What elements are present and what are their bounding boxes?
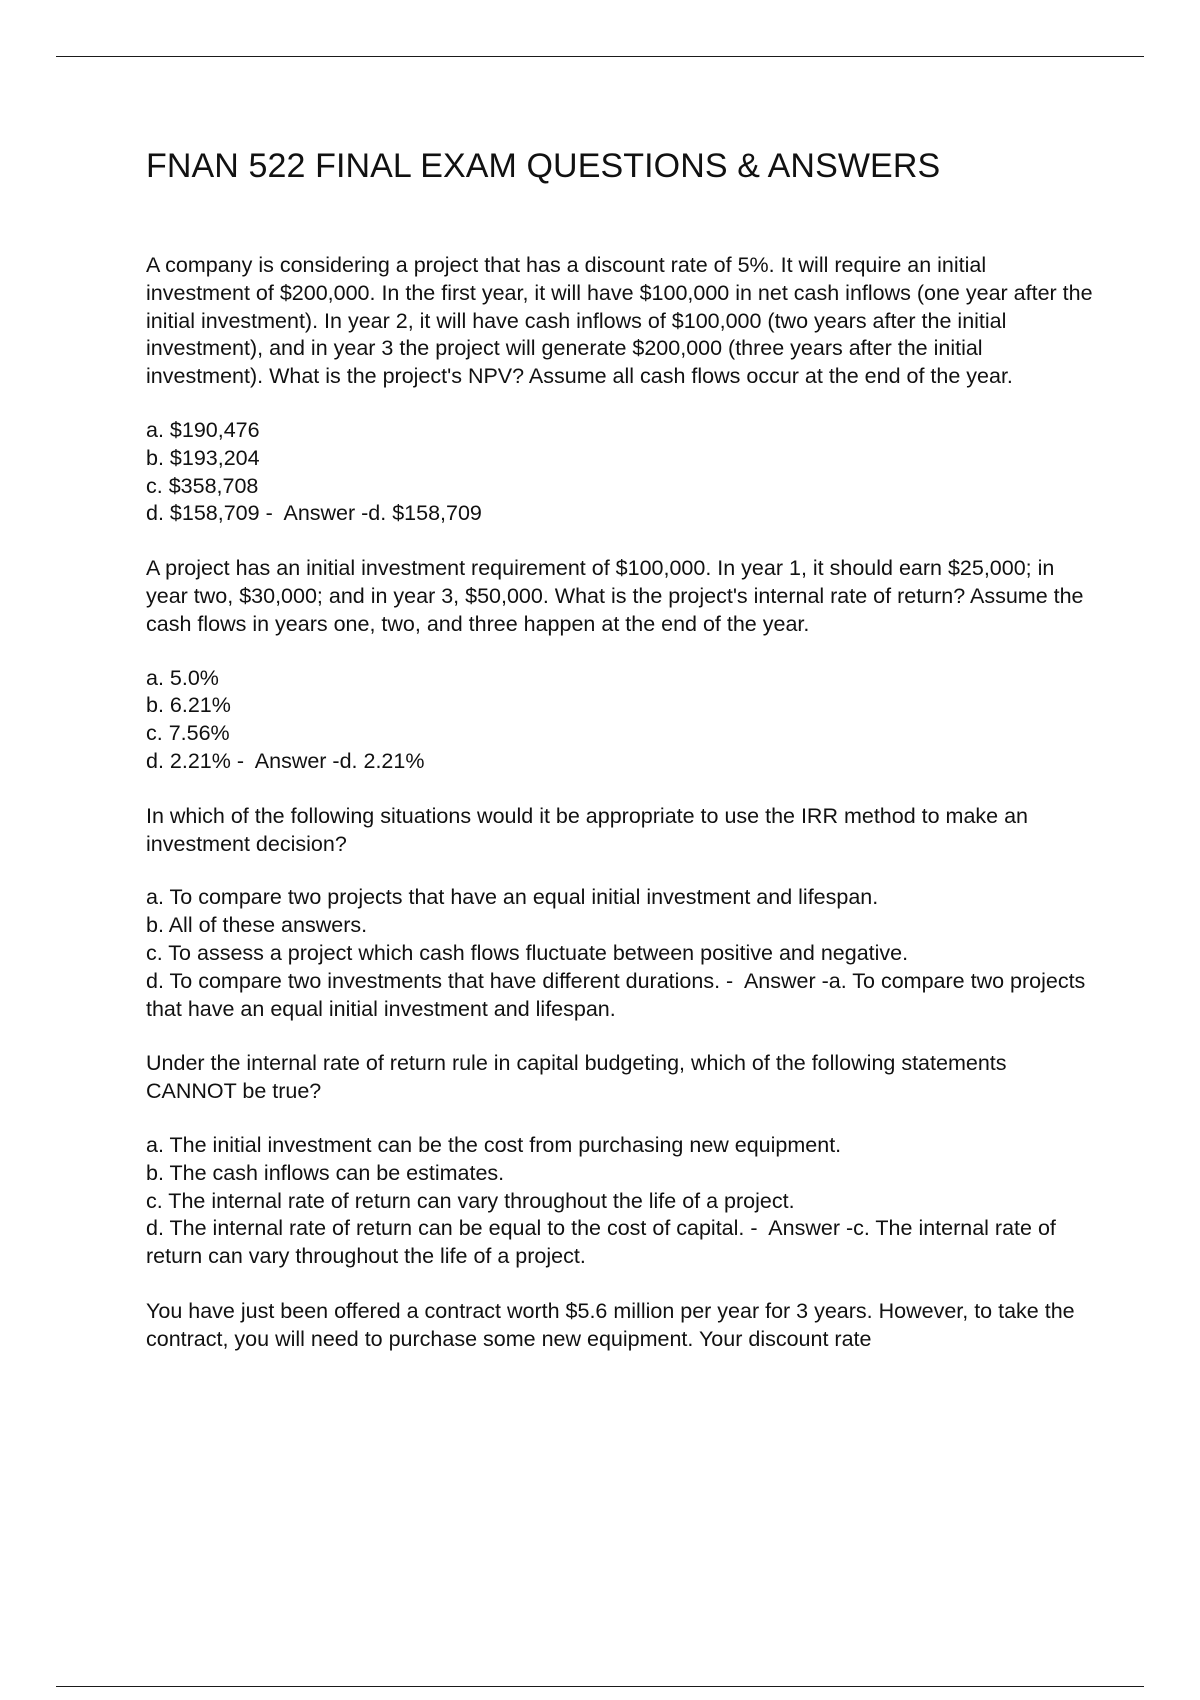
- option-item: c. To assess a project which cash flows fluctuate between positive and negative.: [146, 940, 909, 965]
- option-item-with-answer: [146, 748, 1096, 776]
- option-item: b. The cash inflows can be estimates.: [146, 1160, 505, 1185]
- option-item: a. To compare two projects that have an equal initial investment and lifespan.: [146, 885, 879, 910]
- question-2-options: [146, 665, 1096, 776]
- question-3-options: [146, 884, 1096, 1023]
- option-text: d. $158,709: [146, 501, 260, 526]
- option-text: d. The internal rate of return can be equal to the cost of capital.: [146, 1216, 745, 1241]
- option-item: b. All of these answers.: [146, 913, 368, 938]
- answer-text: - Answer -d. $158,709: [259, 501, 482, 526]
- answer-text: - Answer -a. To compare two projects that have an equal initial investment and lifespan.: [146, 968, 1092, 1021]
- page-title: FNAN 522 FINAL EXAM QUESTIONS & ANSWERS: [146, 147, 941, 185]
- question-4-text: Under the internal rate of return rule in capital budgeting, which of the following statements CANNOT be true?: [146, 1051, 1007, 1104]
- top-rule: [56, 56, 1144, 57]
- option-item: a. $190,476: [146, 417, 260, 442]
- question-5-text: You have just been offered a contract worth $5.6 million per year for 3 years. However, to take the contract, you will need to purchase some new equipment. Your discount rate: [146, 1298, 1075, 1351]
- option-item: b. 6.21%: [146, 693, 231, 718]
- bottom-rule: [56, 1686, 1144, 1687]
- option-item: a. 5.0%: [146, 665, 219, 690]
- answer-text: - Answer -c. The internal rate of return can vary throughout the life of a project.: [146, 1216, 1062, 1269]
- option-item: c. The internal rate of return can vary throughout the life of a project.: [146, 1188, 795, 1213]
- option-item: a. The initial investment can be the cost from purchasing new equipment.: [146, 1132, 842, 1157]
- answer-text: - Answer -d. 2.21%: [230, 748, 425, 773]
- page-content: [146, 138, 1096, 1380]
- question-1-options: [146, 417, 1096, 528]
- question-1-text: A company is considering a project that has a discount rate of 5%. It will require an initial investment of $200,000. In the first year, it will have $100,000 in net cash inflows (one year after the initial investment). In year 2, it will have cash inflows of $100,000 (two years after the initial investment), and in year 3 the project will generate $200,000 (three years after the initial investment). What is the project's NPV? Assume all cash flows occur at the end of the year.: [146, 253, 1093, 389]
- option-item: b. $193,204: [146, 445, 260, 470]
- question-3-text: In which of the following situations would it be appropriate to use the IRR method to make an investment decision?: [146, 803, 1029, 856]
- option-item: c. $358,708: [146, 473, 259, 498]
- question-4-options: [146, 1132, 1096, 1271]
- option-item-with-answer: [146, 500, 1096, 528]
- option-item-with-answer: [146, 1215, 1096, 1271]
- option-text: d. 2.21%: [146, 748, 231, 773]
- option-text: d. To compare two investments that have different durations.: [146, 968, 721, 993]
- option-item: c. 7.56%: [146, 721, 230, 746]
- question-2-text: A project has an initial investment requirement of $100,000. In year 1, it should earn $25,000; in year two, $30,000; and in year 3, $50,000. What is the project's internal rate of return? Assume the cash flows in years one, two, and three happen at the end of the year.: [146, 556, 1084, 636]
- option-item-with-answer: [146, 968, 1096, 1024]
